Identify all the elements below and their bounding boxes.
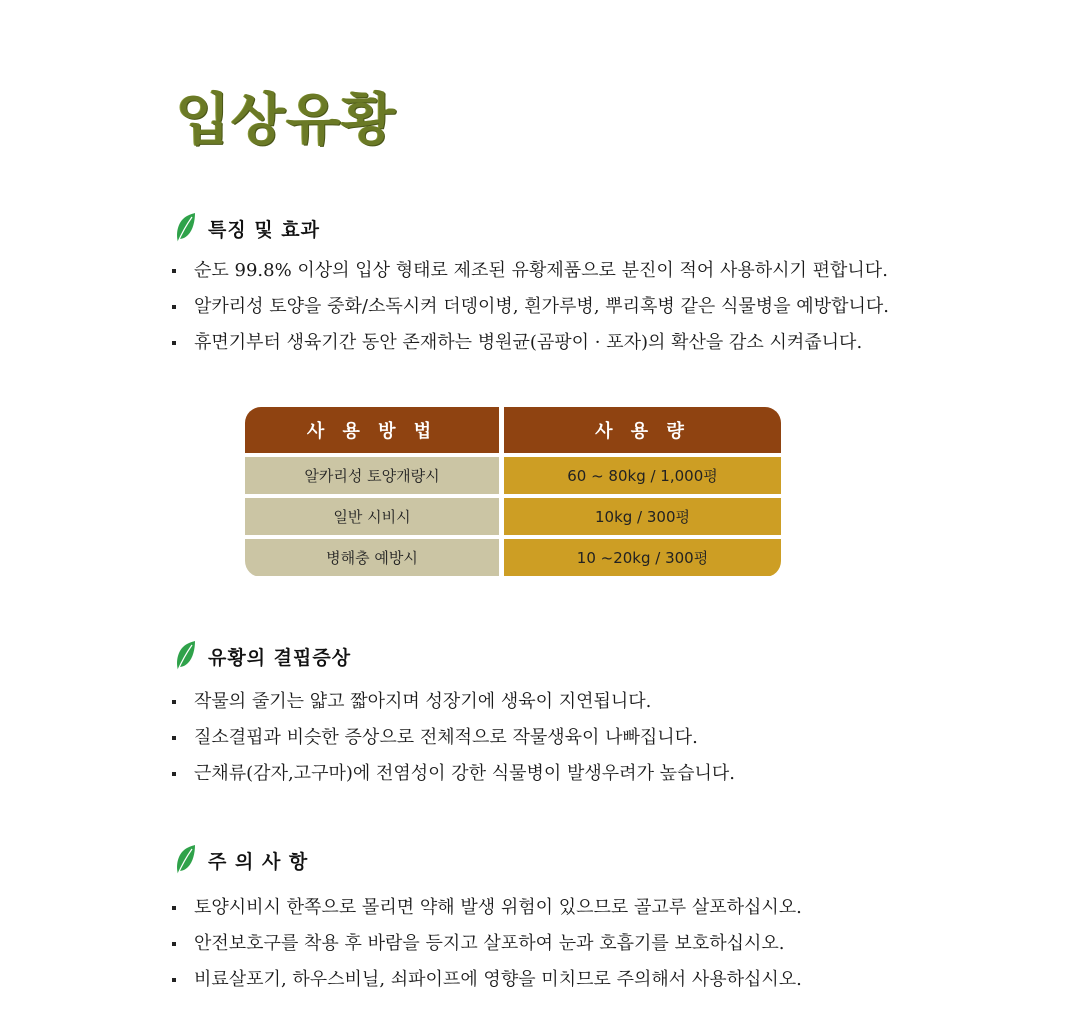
bullet-icon	[172, 700, 176, 704]
section-label: 주 의 사 항	[208, 850, 309, 873]
leaf-icon	[174, 845, 196, 875]
table-header-amount: 사 용 량	[504, 407, 781, 453]
table-cell-method: 알카리성 토양개량시	[245, 457, 499, 494]
list-item-text: 비료살포기, 하우스비닐, 쇠파이프에 영향을 미치므로 주의해서 사용하십시오.	[194, 969, 802, 990]
table-cell-method: 일반 시비시	[245, 498, 499, 535]
list-item-text: 휴면기부터 생육기간 동안 존재하는 병원균(곰팡이 · 포자)의 확산을 감소 시켜줍니다.	[194, 332, 863, 353]
list-item	[172, 325, 889, 361]
bullet-icon	[172, 341, 176, 345]
list-item	[172, 890, 802, 926]
bullet-icon	[172, 906, 176, 910]
bullet-icon	[172, 305, 176, 309]
list-item-text: 질소결핍과 비슷한 증상으로 전체적으로 작물생육이 나빠집니다.	[194, 727, 698, 748]
section-label: 유황의 결핍증상	[208, 646, 352, 669]
list-item-text: 작물의 줄기는 얇고 짧아지며 성장기에 생육이 지연됩니다.	[194, 691, 652, 712]
list-item	[172, 962, 802, 998]
bullet-icon	[172, 978, 176, 982]
bullet-icon	[172, 736, 176, 740]
table-row	[245, 539, 781, 576]
cautions-list	[172, 890, 802, 998]
table-cell-amount: 10 ~20kg / 300평	[504, 539, 781, 576]
bullet-icon	[172, 942, 176, 946]
list-item-text: 토양시비시 한쪽으로 몰리면 약해 발생 위험이 있으므로 골고루 살포하십시오.	[194, 897, 802, 918]
list-item	[172, 289, 889, 325]
table-header-method: 사 용 방 법	[245, 407, 499, 453]
table-cell-amount: 60 ~ 80kg / 1,000평	[504, 457, 781, 494]
table-cell-method: 병해충 예방시	[245, 539, 499, 576]
list-item-text: 근채류(감자,고구마)에 전염성이 강한 식물병이 발생우려가 높습니다.	[194, 763, 735, 784]
section-heading-cautions	[174, 843, 308, 877]
section-heading-deficiency	[174, 639, 351, 673]
leaf-icon	[174, 213, 196, 243]
table-header-row	[245, 407, 781, 453]
section-heading-features	[174, 211, 320, 245]
list-item	[172, 756, 735, 792]
bullet-icon	[172, 772, 176, 776]
list-item-text: 안전보호구를 착용 후 바람을 등지고 살포하여 눈과 호흡기를 보호하십시오.	[194, 933, 785, 954]
leaf-icon	[174, 641, 196, 671]
bullet-icon	[172, 269, 176, 273]
deficiency-list	[172, 684, 735, 792]
table-row	[245, 457, 781, 494]
section-label: 특징 및 효과	[208, 218, 320, 241]
table-row	[245, 498, 781, 535]
table-cell-amount: 10kg / 300평	[504, 498, 781, 535]
list-item-text: 순도 99.8% 이상의 입상 형태로 제조된 유황제품으로 분진이 적어 사용하시기 편합니다.	[194, 260, 888, 281]
page-title: 입상유황	[176, 88, 397, 153]
features-list	[172, 253, 889, 361]
list-item	[172, 926, 802, 962]
usage-table	[245, 407, 781, 577]
list-item	[172, 684, 735, 720]
list-item-text: 알카리성 토양을 중화/소독시켜 더뎅이병, 흰가루병, 뿌리혹병 같은 식물병을 예방합니다.	[194, 296, 889, 317]
list-item	[172, 253, 889, 289]
list-item	[172, 720, 735, 756]
